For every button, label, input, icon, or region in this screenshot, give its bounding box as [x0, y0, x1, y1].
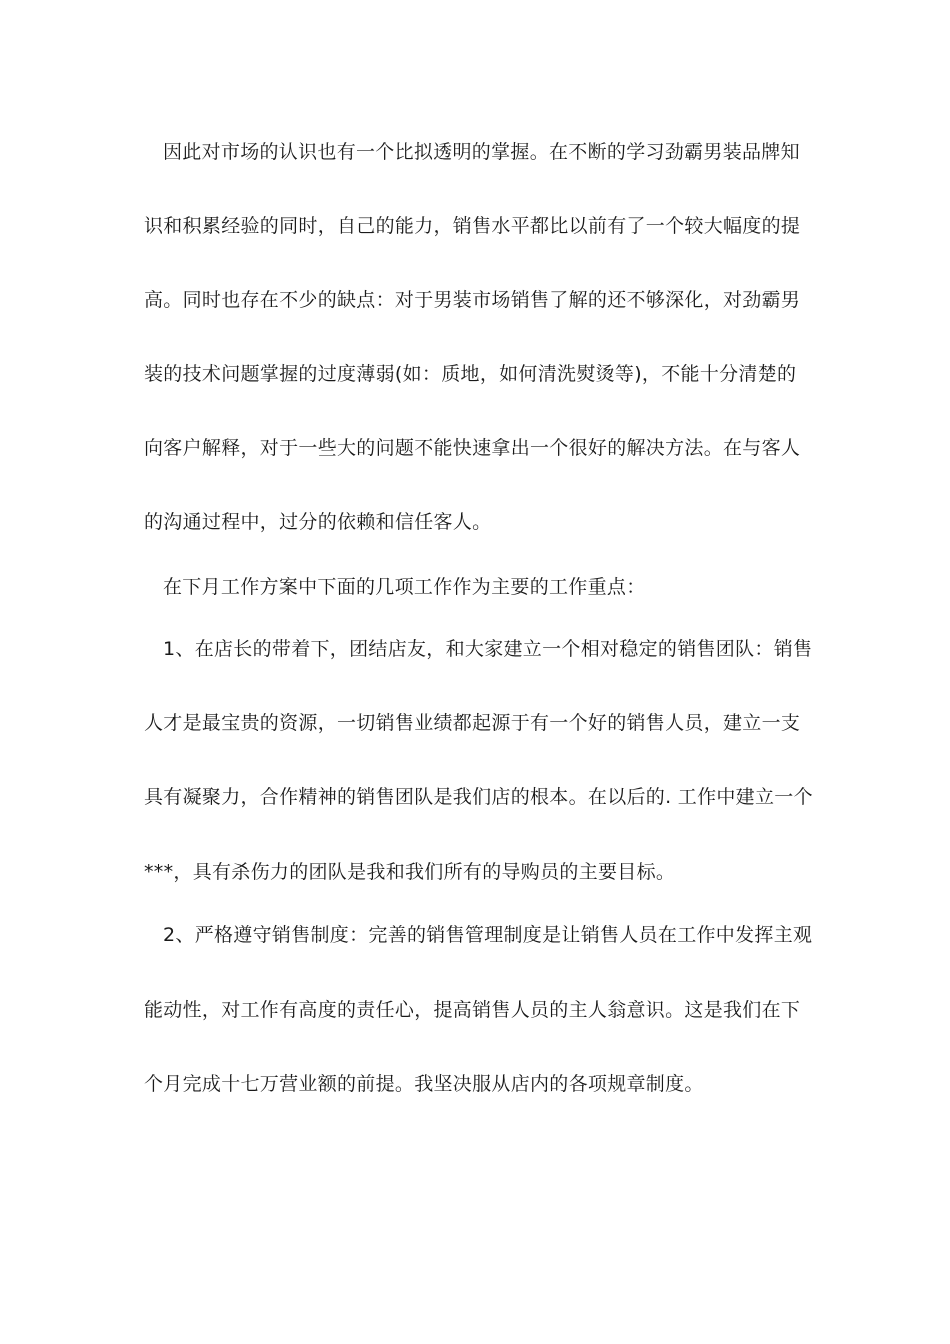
paragraph-line: 的沟通过程中，过分的依赖和信任客人。 — [144, 511, 492, 533]
section-heading-line: 在下月工作方案中下面的几项工作作为主要的工作重点： — [163, 576, 646, 598]
paragraph-line: 向客户解释，对于一些大的问题不能快速拿出一个很好的解决方法。在与客人 — [144, 437, 801, 459]
paragraph-line: 人才是最宝贵的资源，一切销售业绩都起源于有一个好的销售人员，建立一支 — [144, 712, 801, 734]
paragraph-line: ***，具有杀伤力的团队是我和我们所有的导购员的主要目标。 — [144, 861, 676, 883]
paragraph-line: 装的技术问题掌握的过度薄弱(如：质地，如何清洗熨烫等)，不能十分清楚的 — [144, 363, 797, 385]
paragraph-line: 识和积累经验的同时，自己的能力，销售水平都比以前有了一个较大幅度的提 — [144, 215, 801, 237]
paragraph-line: 能动性，对工作有高度的责任心，提高销售人员的主人翁意识。这是我们在下 — [144, 999, 801, 1021]
list-item-2-line: 2、严格遵守销售制度：完善的销售管理制度是让销售人员在工作中发挥主观 — [163, 924, 813, 946]
list-item-1-line: 1、在店长的带着下，团结店友，和大家建立一个相对稳定的销售团队：销售 — [163, 638, 813, 660]
paragraph-line: 因此对市场的认识也有一个比拟透明的掌握。在不断的学习劲霸男装品牌知 — [163, 141, 800, 163]
paragraph-line: 高。同时也存在不少的缺点：对于男装市场销售了解的还不够深化，对劲霸男 — [144, 289, 801, 311]
paragraph-line: 个月完成十七万营业额的前提。我坚决服从店内的各项规章制度。 — [144, 1073, 704, 1095]
paragraph-line: 具有凝聚力，合作精神的销售团队是我们店的根本。在以后的. 工作中建立一个 — [144, 786, 813, 808]
